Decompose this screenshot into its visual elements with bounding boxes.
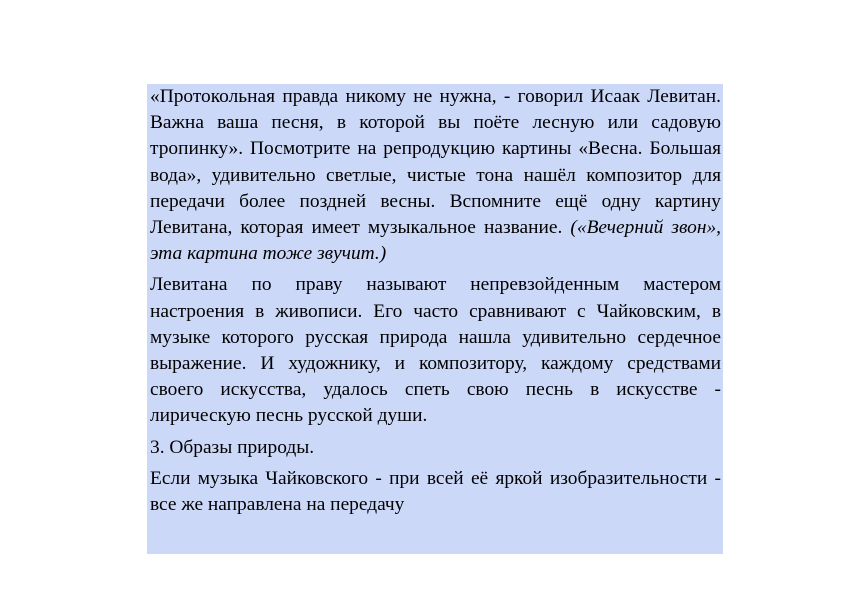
text-box [147,84,723,554]
paragraph-text: Левитана по праву называют непревзойденным мастером настроения в живописи. Его часто сравнивают с Чайковским, в музыке которого русская природа нашла удивительно сердечное выражение. И художнику, и композитору, каждому средствами своего искусства, удалось спеть свою песнь в искусстве - лирическую песнь русской души. [150,274,721,427]
paragraph-levitan-master [147,272,723,429]
paragraph-tchaikovsky [147,466,723,518]
section-heading-text: 3. Образы природы. [150,436,315,458]
paragraph-text: Если музыка Чайковского - при всей её яркой изобразительности - все же направлена на передачу [150,467,721,516]
paragraph-text: «Протокольная правда никому не нужна, - говорил Исаак Левитан. Важна ваша песня, в которой вы поёте лесную или садовую тропинку». Посмотрите на репродукцию картины «Весна. Большая вода», удивительно светлые, чистые тона нашёл композитор для передачи более поздней весны. Вспомните ещё одну картину Левитана, которая имеет музыкальное название. [150,86,721,239]
paragraph-levitan-quote [147,84,723,267]
italic-answer: («Вечерний звон», эта картина тоже звучит.) [150,217,721,265]
section-heading [147,435,723,461]
